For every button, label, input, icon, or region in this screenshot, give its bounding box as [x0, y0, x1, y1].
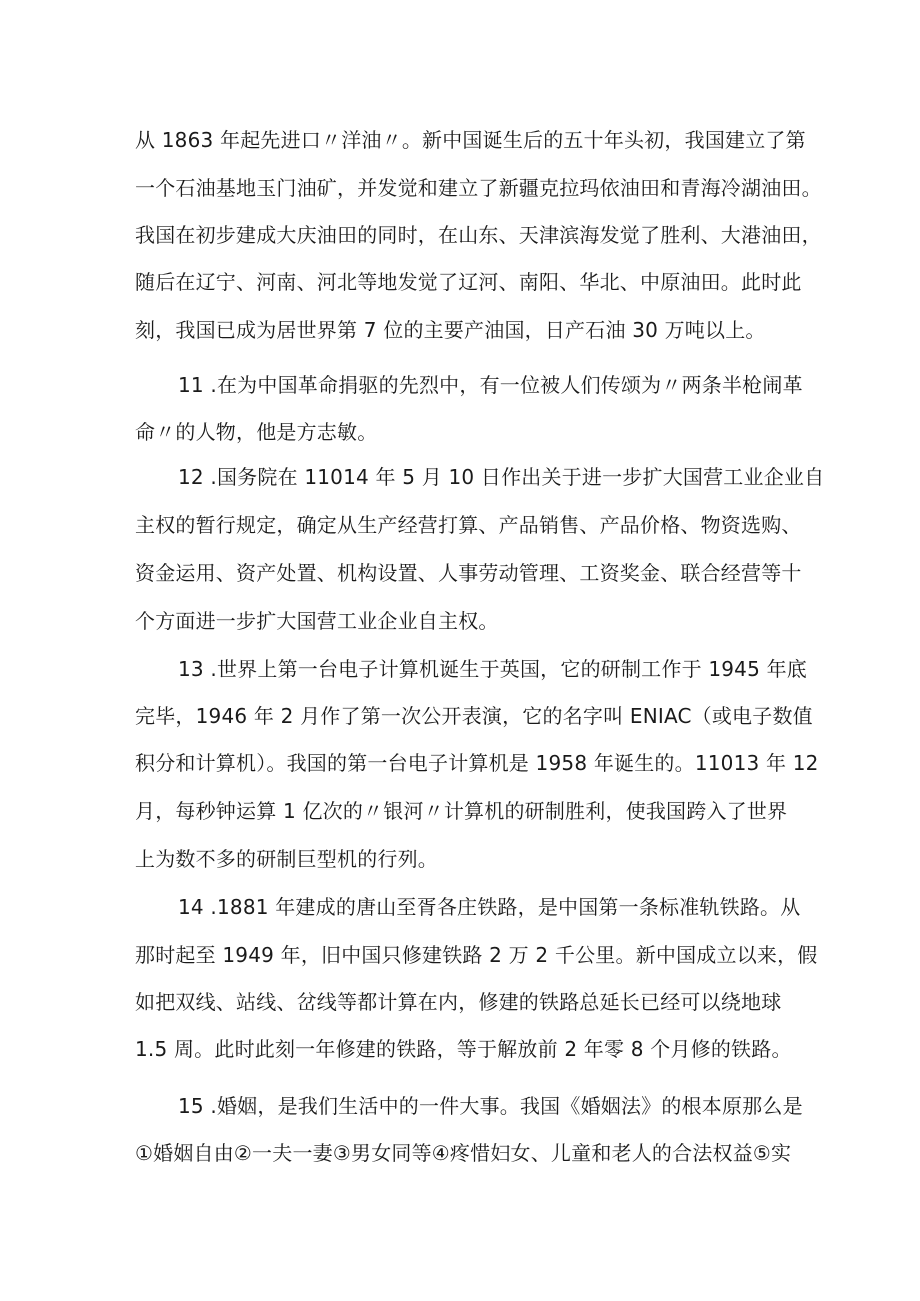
text-line: 主权的暂行规定，确定从生产经营打算、产品销售、产品价格、物资选购、 [135, 513, 802, 537]
text-line: 个方面进一步扩大国营工业企业自主权。 [135, 609, 499, 633]
text-line: 积分和计算机）。我国的第一台电子计算机是 1958 年诞生的。11013 年 12 [135, 751, 819, 775]
text-line: ①婚姻自由②一夫一妻③男女同等④疼惜妇女、儿童和老人的合法权益⑤实 [135, 1141, 792, 1165]
text-line: 从 1863 年起先进口〃洋油〃。新中国诞生后的五十年头初，我国建立了第 [135, 128, 806, 152]
text-line: 我国在初步建成大庆油田的同时，在山东、天津滨海发觉了胜利、大港油田， [135, 223, 822, 247]
text-line: 命〃的人物，他是方志敏。 [135, 420, 378, 444]
text-line: 月，每秒钟运算 1 亿次的〃银河〃计算机的研制胜利，使我国跨入了世界 [135, 799, 788, 823]
text-line: 1.5 周。此时此刻一年修建的铁路，等于解放前 2 年零 8 个月修的铁路。 [135, 1037, 792, 1061]
text-line: 资金运用、资产处置、机构设置、人事劳动管理、工资奖金、联合经营等十 [135, 561, 802, 585]
text-line: 刻，我国已成为居世界第 7 位的主要产油国，日产石油 30 万吨以上。 [135, 318, 766, 342]
text-line: 随后在辽宁、河南、河北等地发觉了辽河、南阳、华北、中原油田。此时此 [135, 270, 802, 294]
text-line: 上为数不多的研制巨型机的行列。 [135, 847, 438, 871]
text-line: 一个石油基地玉门油矿，并发觉和建立了新疆克拉玛依油田和青海冷湖油田。 [135, 176, 822, 200]
paragraph-11-first-line: 11 .在为中国革命捐驱的先烈中，有一位被人们传颂为〃两条半枪闹革 [178, 373, 803, 397]
text-line: 完毕，1946 年 2 月作了第一次公开表演，它的名字叫 ENIAC（或电子数值 [135, 704, 813, 728]
text-line: 如把双线、站线、岔线等都计算在内，修建的铁路总延长已经可以绕地球 [135, 990, 782, 1014]
paragraph-12-first-line: 12 .国务院在 11014 年 5 月 10 日作出关于进一步扩大国营工业企业自 [178, 465, 825, 489]
paragraph-14-first-line: 14 .1881 年建成的唐山至胥各庄铁路，是中国第一条标准轨铁路。从 [178, 895, 801, 919]
paragraph-15-first-line: 15 .婚姻，是我们生活中的一件大事。我国《婚姻法》的根本原那么是 [178, 1094, 803, 1118]
paragraph-13-first-line: 13 .世界上第一台电子计算机诞生于英国，它的研制工作于 1945 年底 [178, 657, 807, 681]
text-line: 那时起至 1949 年，旧中国只修建铁路 2 万 2 千公里。新中国成立以来，假 [135, 943, 818, 967]
